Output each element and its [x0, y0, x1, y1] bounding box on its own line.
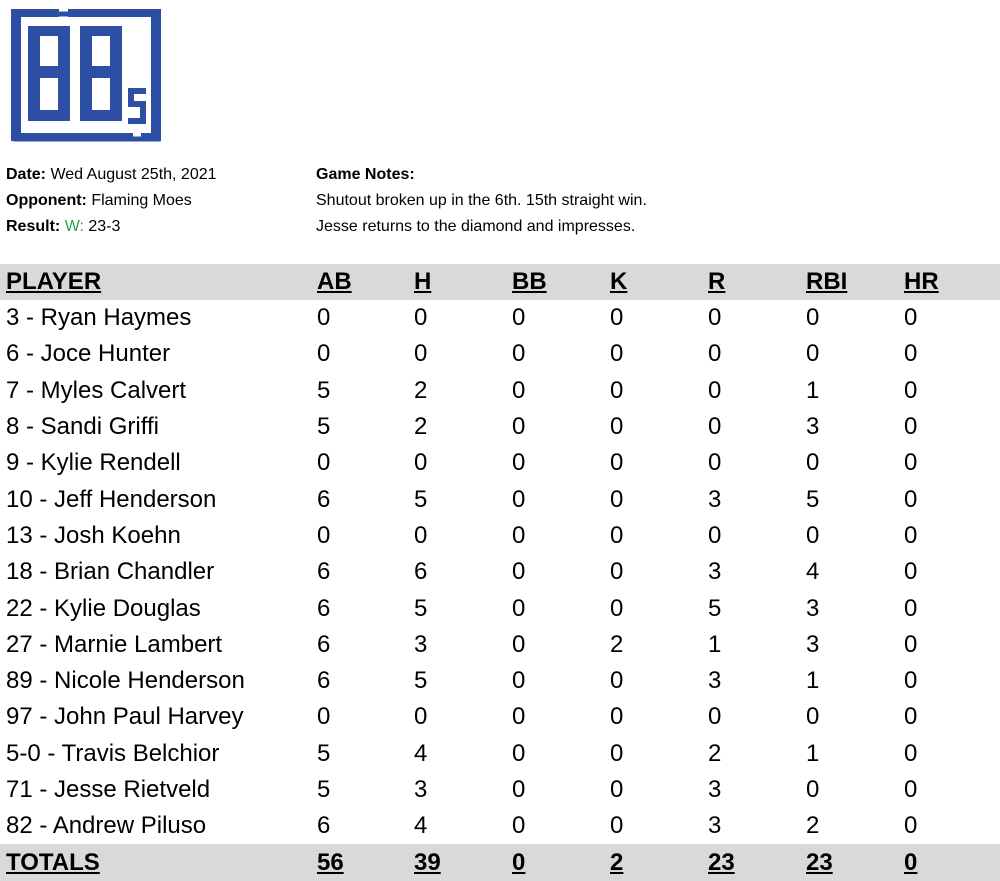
cell-r: 3	[708, 558, 722, 586]
cell-bb: 0	[512, 594, 526, 622]
cell-hr: 0	[904, 667, 918, 695]
cell-player: 18 - Brian Chandler	[6, 558, 215, 586]
cell-player: 71 - Jesse Rietveld	[6, 776, 211, 803]
cell-rbi: 1	[806, 667, 820, 695]
cell-h: 0	[414, 703, 428, 731]
date-row	[6, 162, 306, 188]
cell-player: 22 - Kylie Douglas	[6, 594, 201, 622]
opponent-label: Opponent:	[6, 192, 87, 209]
cell-bb: 0	[512, 413, 526, 441]
cell-k: 2	[610, 630, 624, 658]
cell-ab: 6	[317, 630, 331, 658]
cell-hr: 0	[904, 848, 918, 876]
cell-r: 0	[708, 376, 722, 404]
cell-k: 0	[610, 739, 624, 767]
notes-label: Game Notes:	[316, 166, 415, 183]
cell-hr: 0	[904, 558, 918, 586]
totals-row	[0, 844, 1000, 880]
cell-r: 3	[708, 485, 722, 513]
cell-rbi: 4	[806, 558, 820, 586]
table-row	[0, 409, 1000, 445]
cell-r: 2	[708, 739, 722, 767]
cell-h: 39	[414, 848, 441, 876]
cell-ab: 6	[317, 485, 331, 513]
cell-rbi: 5	[806, 485, 820, 513]
cell-hr: 0	[904, 521, 918, 549]
column-header-rbi: RBI	[806, 268, 848, 295]
cell-h: 0	[414, 521, 428, 549]
cell-ab: 6	[317, 812, 331, 840]
table-row	[0, 663, 1000, 699]
cell-k: 0	[610, 304, 624, 332]
cell-h: 5	[414, 485, 428, 513]
cell-player: 27 - Marnie Lambert	[6, 630, 223, 658]
cell-rbi: 3	[806, 594, 820, 622]
column-header-bb: BB	[512, 268, 547, 295]
cell-h: 5	[414, 594, 428, 622]
cell-k: 0	[610, 667, 624, 695]
table-row	[0, 445, 1000, 481]
cell-r: 0	[708, 521, 722, 549]
team-logo	[8, 6, 162, 146]
cell-rbi: 0	[806, 776, 820, 803]
cell-h: 2	[414, 376, 428, 404]
cell-r: 23	[708, 848, 735, 876]
cell-ab: 6	[317, 594, 331, 622]
notes-line: Jesse returns to the diamond and impresses.	[316, 218, 636, 235]
game-info	[6, 162, 306, 240]
cell-player: TOTALS	[6, 848, 100, 876]
cell-r: 0	[708, 413, 722, 441]
cell-player: 7 - Myles Calvert	[6, 376, 187, 404]
opponent-value: Flaming Moes	[91, 192, 192, 209]
cell-hr: 0	[904, 485, 918, 513]
cell-player: 8 - Sandi Griffi	[6, 413, 159, 441]
cell-ab: 5	[317, 413, 331, 441]
cell-hr: 0	[904, 376, 918, 404]
table-row	[0, 300, 1000, 336]
cell-hr: 0	[904, 776, 918, 803]
cell-r: 1	[708, 630, 722, 658]
cell-rbi: 0	[806, 304, 820, 332]
cell-bb: 0	[512, 304, 526, 332]
cell-bb: 0	[512, 812, 526, 840]
table-row	[0, 590, 1000, 626]
cell-h: 0	[414, 449, 428, 477]
cell-k: 2	[610, 848, 624, 876]
cell-ab: 5	[317, 739, 331, 767]
cell-ab: 0	[317, 340, 331, 368]
cell-hr: 0	[904, 594, 918, 622]
cell-k: 0	[610, 594, 624, 622]
opponent-row	[6, 188, 306, 214]
table-row	[0, 373, 1000, 409]
cell-r: 0	[708, 703, 722, 731]
cell-player: 9 - Kylie Rendell	[6, 449, 181, 477]
notes-line: Shutout broken up in the 6th. 15th straight win.	[316, 192, 647, 209]
cell-k: 0	[610, 812, 624, 840]
column-header-ab: AB	[317, 268, 352, 295]
cell-rbi: 0	[806, 449, 820, 477]
table-row	[0, 481, 1000, 517]
column-header-r: R	[708, 268, 726, 295]
cell-k: 0	[610, 776, 624, 803]
cell-r: 0	[708, 449, 722, 477]
cell-rbi: 23	[806, 848, 833, 876]
cell-rbi: 0	[806, 703, 820, 731]
cell-player: 3 - Ryan Haymes	[6, 304, 192, 332]
cell-player: 97 - John Paul Harvey	[6, 703, 244, 731]
table-row	[0, 736, 1000, 772]
cell-r: 3	[708, 812, 722, 840]
table-row	[0, 627, 1000, 663]
cell-k: 0	[610, 340, 624, 368]
cell-h: 2	[414, 413, 428, 441]
cell-hr: 0	[904, 812, 918, 840]
cell-h: 5	[414, 667, 428, 695]
result-row	[6, 214, 306, 240]
column-header-hr: HR	[904, 268, 939, 295]
cell-h: 3	[414, 630, 428, 658]
cell-h: 6	[414, 558, 428, 586]
cell-ab: 5	[317, 776, 331, 803]
cell-bb: 0	[512, 739, 526, 767]
cell-r: 0	[708, 304, 722, 332]
cell-hr: 0	[904, 703, 918, 731]
cell-player: 13 - Josh Koehn	[6, 521, 181, 549]
cell-ab: 56	[317, 848, 344, 876]
table-row	[0, 808, 1000, 844]
cell-player: 10 - Jeff Henderson	[6, 485, 217, 513]
cell-h: 0	[414, 340, 428, 368]
cell-bb: 0	[512, 558, 526, 586]
table-row	[0, 772, 1000, 808]
cell-ab: 0	[317, 703, 331, 731]
cell-player: 5-0 - Travis Belchior	[6, 739, 220, 767]
cell-hr: 0	[904, 449, 918, 477]
stats-table	[0, 264, 1000, 881]
cell-rbi: 1	[806, 376, 820, 404]
cell-bb: 0	[512, 667, 526, 695]
cell-player: 6 - Joce Hunter	[6, 340, 171, 368]
cell-bb: 0	[512, 449, 526, 477]
cell-hr: 0	[904, 304, 918, 332]
date-label: Date:	[6, 166, 47, 183]
cell-k: 0	[610, 558, 624, 586]
cell-rbi: 0	[806, 521, 820, 549]
cell-k: 0	[610, 449, 624, 477]
cell-bb: 0	[512, 776, 526, 803]
cell-r: 5	[708, 594, 722, 622]
result-outcome: W:	[64, 218, 84, 235]
cell-h: 3	[414, 776, 428, 803]
column-header-k: K	[610, 268, 628, 295]
cell-bb: 0	[512, 630, 526, 658]
cell-h: 0	[414, 304, 428, 332]
cell-h: 4	[414, 812, 428, 840]
cell-bb: 0	[512, 521, 526, 549]
game-notes	[316, 162, 996, 240]
date-value: Wed August 25th, 2021	[50, 166, 217, 183]
cell-hr: 0	[904, 340, 918, 368]
cell-rbi: 0	[806, 340, 820, 368]
cell-bb: 0	[512, 485, 526, 513]
cell-player: 82 - Andrew Piluso	[6, 812, 207, 840]
cell-ab: 6	[317, 667, 331, 695]
table-row	[0, 518, 1000, 554]
cell-k: 0	[610, 521, 624, 549]
cell-rbi: 2	[806, 812, 820, 840]
cell-h: 4	[414, 739, 428, 767]
cell-player: 89 - Nicole Henderson	[6, 667, 245, 695]
cell-bb: 0	[512, 340, 526, 368]
column-header-player: PLAYER	[6, 268, 102, 295]
cell-hr: 0	[904, 739, 918, 767]
table-row	[0, 699, 1000, 735]
cell-ab: 6	[317, 558, 331, 586]
result-score: 23-3	[88, 218, 121, 235]
cell-k: 0	[610, 703, 624, 731]
table-row	[0, 336, 1000, 372]
cell-ab: 5	[317, 376, 331, 404]
cell-rbi: 3	[806, 630, 820, 658]
cell-bb: 0	[512, 848, 526, 876]
cell-hr: 0	[904, 630, 918, 658]
cell-rbi: 3	[806, 413, 820, 441]
cell-ab: 0	[317, 449, 331, 477]
cell-r: 3	[708, 667, 722, 695]
cell-rbi: 1	[806, 739, 820, 767]
table-row	[0, 554, 1000, 590]
cell-hr: 0	[904, 413, 918, 441]
cell-k: 0	[610, 376, 624, 404]
cell-bb: 0	[512, 703, 526, 731]
column-header-h: H	[414, 268, 432, 295]
table-header-row	[0, 264, 1000, 300]
cell-ab: 0	[317, 521, 331, 549]
cell-ab: 0	[317, 304, 331, 332]
cell-r: 0	[708, 340, 722, 368]
result-label: Result:	[6, 218, 61, 235]
cell-k: 0	[610, 413, 624, 441]
cell-k: 0	[610, 485, 624, 513]
cell-bb: 0	[512, 376, 526, 404]
cell-r: 3	[708, 776, 722, 803]
